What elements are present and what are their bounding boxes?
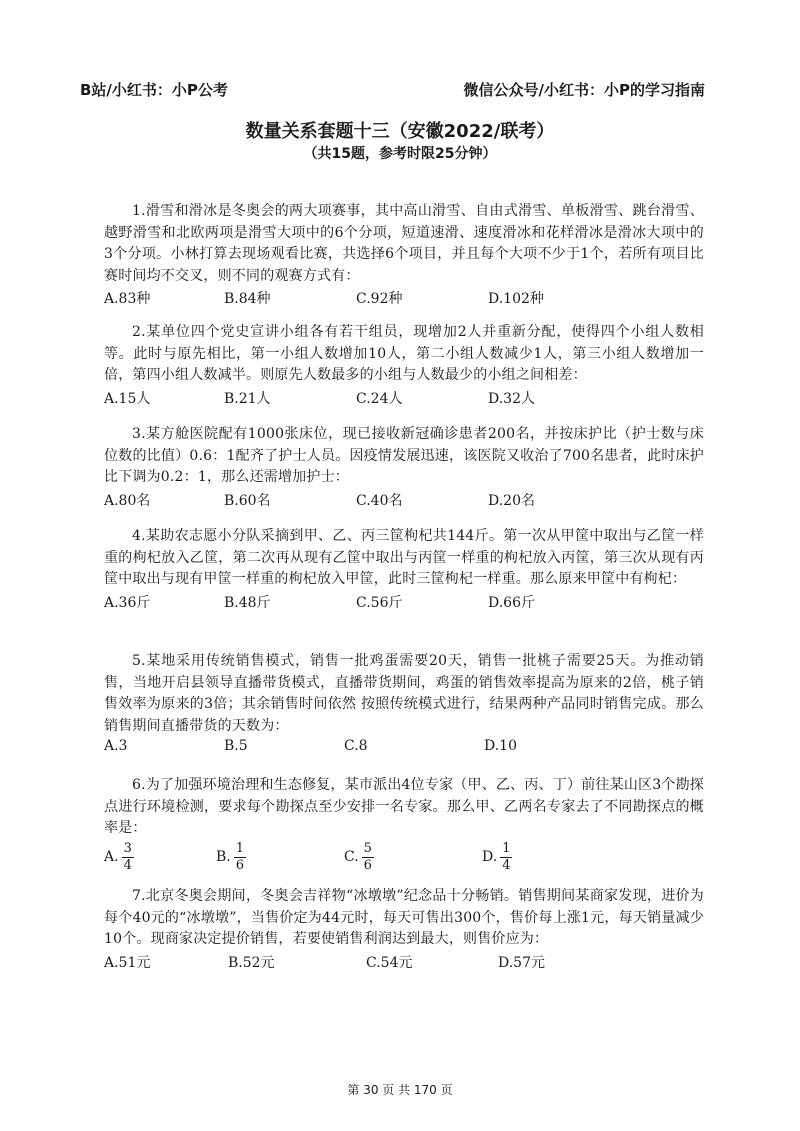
fraction (500, 841, 512, 874)
question-stem: 3.某方舱医院配有1000张床位，现已接收新冠确诊患者200名，并按床护比（护士数与床位数的比值）0.6：1配齐了护士人员。因疫情发展迅速，该医院又收治了700名患者，此时床护比下调为0.2：1，那么还需增加护士： (104, 426, 704, 485)
option-b[interactable]: B.52元 (228, 954, 275, 971)
question-4 (104, 526, 704, 614)
question-stem: 4.某助农志愿小分队采摘到甲、乙、丙三筐枸杞共144斤。第一次从甲筐中取出与乙筐一样重的枸杞放入乙筐，第二次再从现有乙筐中取出与丙筐一样重的枸杞放入丙筐，第三次从现有丙筐中取出与现有甲筐一样重的枸杞放入甲筐，此时三筐枸杞一样重。那么原来甲筐中有枸杞： (104, 528, 704, 587)
option-b[interactable]: B.5 (224, 738, 248, 754)
denominator: 4 (502, 857, 511, 873)
option-b[interactable]: B.21人 (224, 390, 271, 407)
header-right: 微信公众号/小红书：小P的学习指南 (463, 81, 705, 99)
denominator: 6 (363, 857, 372, 873)
numerator: 3 (123, 840, 132, 856)
option-d[interactable]: D.10 (484, 738, 517, 754)
options-row (104, 952, 704, 974)
question-stem: 1.滑雪和滑冰是冬奥会的两大项赛事，其中高山滑雪、自由式滑雪、单板滑雪、跳台滑雪、越野滑雪和北欧两项是滑雪大项中的6个分项，短道速滑、速度滑冰和花样滑冰是滑冰大项中的3个分项。小林打算去现场观看比赛，共选择6个项目，并且每个大项不少于1个，若所有项目比赛时间均不交叉，则不同的观赛方式有： (104, 203, 704, 284)
question-stem: 7.北京冬奥会期间，冬奥会吉祥物“冰墩墩”纪念品十分畅销。销售期间某商家发现，进价为每个40元的“冰墩墩”，当售价定为44元时，每天可售出300个，售价每上涨1元，每天销量减少10个。现商家决定提价销售，若要使销售利润达到最大，则售价应为： (104, 888, 704, 947)
numerator: 5 (363, 840, 372, 856)
question-6 (104, 775, 704, 887)
option-b[interactable]: B.60名 (224, 492, 271, 509)
option-c[interactable]: C.8 (344, 738, 368, 754)
option-a[interactable]: A.3 (104, 738, 128, 754)
options-row (104, 592, 704, 614)
option-c[interactable]: C.54元 (366, 954, 413, 971)
fraction (122, 841, 134, 874)
options-row (104, 288, 704, 310)
options-row (104, 738, 704, 760)
question-stem: 5.某地采用传统销售模式，销售一批鸡蛋需要20天，销售一批桃子需要25天。为推动销售，当地开启县领导直播带货模式，直播带货期间，鸡蛋的销售效率提高为原来的2倍，桃子销售效率为原来的3倍；其余销售时间依然 按照传统模式进行，结果两种产品同时销售完成。那么销售期间直播带货的天数为： (104, 653, 704, 734)
question-7 (104, 886, 704, 974)
option-d[interactable] (482, 841, 512, 874)
question-1 (104, 201, 704, 310)
option-b[interactable] (216, 841, 246, 874)
option-d[interactable]: D.66斤 (488, 594, 535, 611)
question-stem: 6.为了加强环境治理和生态修复，某市派出4位专家（甲、乙、丙、丁）前往某山区3个勘探点进行环境检测，要求每个勘探点至少安排一名专家。那么甲、乙两名专家去了不同勘探点的概率是： (104, 777, 704, 836)
numerator: 1 (502, 840, 511, 856)
denominator: 4 (123, 857, 132, 873)
option-letter: A. (104, 849, 119, 865)
header-left: B站/小红书：小P公考 (80, 81, 228, 99)
option-d[interactable]: D.20名 (488, 492, 535, 509)
option-letter: D. (482, 849, 498, 865)
option-a[interactable]: A.83种 (104, 291, 151, 307)
options-row (104, 388, 704, 410)
option-c[interactable]: C.56斤 (356, 594, 403, 611)
option-d[interactable]: D.102种 (488, 291, 544, 307)
option-d[interactable]: D.57元 (498, 954, 545, 971)
option-a[interactable]: A.36斤 (104, 594, 151, 611)
option-letter: C. (344, 849, 359, 865)
page-footer: 第 30 页 共 170 页 (347, 1083, 453, 1097)
page-title: 数量关系套题十三（安徽2022/联考） (245, 121, 555, 142)
denominator: 6 (235, 857, 245, 873)
question-5 (104, 651, 704, 760)
fraction (362, 841, 374, 874)
fraction (234, 841, 246, 874)
options-row (104, 841, 704, 887)
option-b[interactable]: B.84种 (224, 291, 271, 307)
option-b[interactable]: B.48斤 (224, 594, 271, 611)
option-c[interactable]: C.40名 (356, 492, 403, 509)
numerator: 1 (235, 840, 245, 856)
option-c[interactable] (344, 841, 374, 874)
option-a[interactable]: A.80名 (104, 492, 151, 509)
option-a[interactable] (104, 841, 134, 874)
option-a[interactable]: A.15人 (104, 390, 151, 407)
page-subtitle: （共15题，参考时限25分钟） (303, 146, 497, 162)
option-letter: B. (216, 849, 231, 865)
question-3 (104, 424, 704, 512)
question-2 (104, 322, 704, 410)
question-stem: 2.某单位四个党史宣讲小组各有若干组员，现增加2人并重新分配，使得四个小组人数相等。此时与原先相比，第一小组人数增加10人，第二小组人数减少1人，第三小组人数增加一倍，第四小组人数减半。则原先人数最多的小组与人数最少的小组之间相差： (104, 324, 704, 383)
options-row (104, 490, 704, 512)
option-a[interactable]: A.51元 (104, 954, 151, 971)
option-d[interactable]: D.32人 (488, 390, 535, 407)
option-c[interactable]: C.24人 (356, 390, 403, 407)
option-c[interactable]: C.92种 (356, 291, 403, 307)
